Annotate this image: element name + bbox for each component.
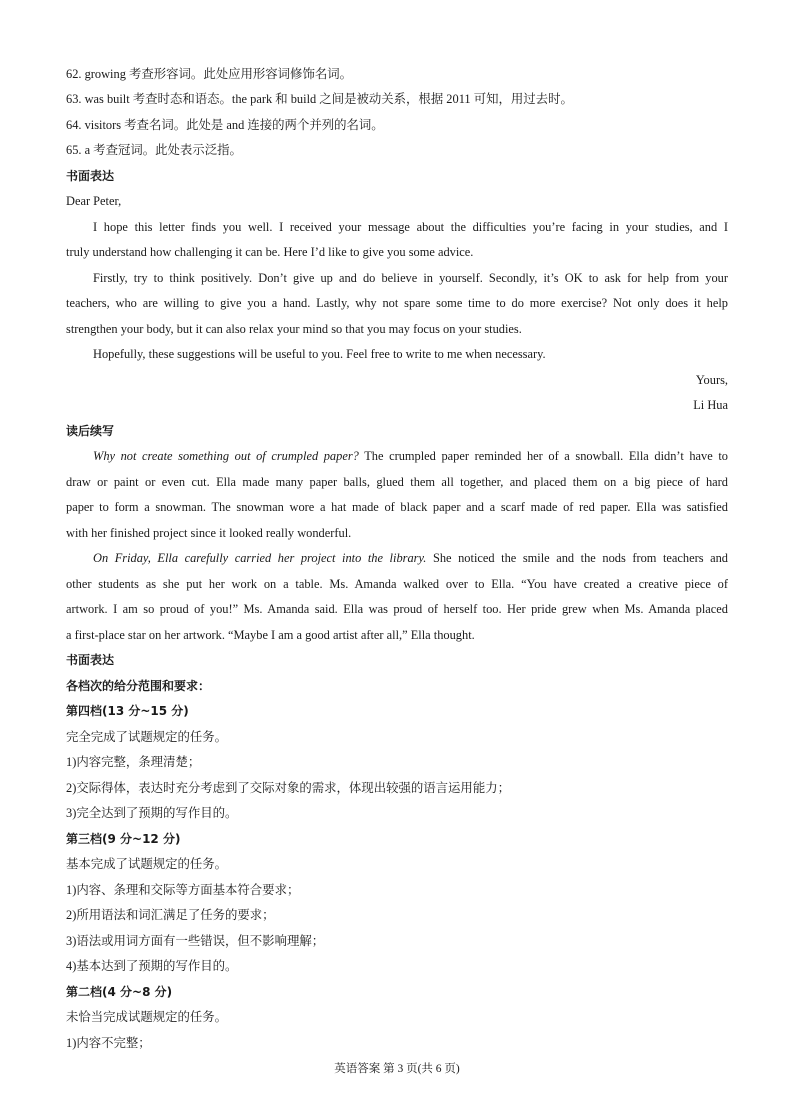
answer-62: 62. growing 考查形容词。此处应用形容词修饰名词。: [66, 67, 353, 81]
story-p2-opening: On Friday, Ella carefully carried her project into the library.: [93, 551, 427, 565]
answer-65: 65. a 考查冠词。此处表示泛指。: [66, 143, 242, 157]
story-p1-opening: Why not create something out of crumpled paper?: [93, 449, 359, 463]
story-p2-line1: [66, 550, 728, 566]
letter-salutation: Dear Peter,: [66, 194, 122, 208]
tier2-item: 1)内容不完整；: [66, 1036, 151, 1050]
letter-p3: Hopefully, these suggestions will be useful to you. Feel free to write to me when necessary.: [93, 347, 546, 361]
story-p1-line2: draw or paint or even cut. Ella made many paper balls, glued them all together, and placed them on a big piece of hard: [66, 475, 728, 489]
letter-p2-line2: teachers, who are willing to give you a hand. Lastly, why not spare some time to do more exercise? Not only does it help: [66, 296, 728, 310]
letter-p2-line1: Firstly, try to think positively. Don’t give up and do believe in yourself. Secondly, it’s OK to ask for help from your: [93, 271, 728, 285]
story-p1-line3: paper to form a snowman. The snowman wore a hat made of black paper and a scarf made of red paper. Ella was satisfied: [66, 500, 728, 514]
section-heading-continuation: 读后续写: [66, 424, 115, 438]
tier3-desc: 基本完成了试题规定的任务。: [66, 857, 228, 871]
story-p1-line4: with her finished project since it looked really wonderful.: [66, 526, 352, 540]
letter-signature: Li Hua: [693, 398, 728, 412]
tier3-item: 1)内容、条理和交际等方面基本符合要求；: [66, 883, 300, 897]
story-p2-line4: a first-place star on her artwork. “Maybe I am a good artist after all,” Ella thought.: [66, 628, 475, 642]
letter-p2-line3: strengthen your body, but it can also relax your mind so that you may focus on your studies.: [66, 322, 522, 336]
tier2-title: 第二档(4 分~8 分): [66, 985, 173, 999]
tier3-item: 2)所用语法和词汇满足了任务的要求；: [66, 908, 275, 922]
scoring-subheading: 各档次的给分范围和要求：: [66, 679, 211, 693]
section-heading-scoring: 书面表达: [66, 653, 115, 667]
tier3-title: 第三档(9 分~12 分): [66, 832, 181, 846]
tier4-item: 2)交际得体，表达时充分考虑到了交际对象的需求，体现出较强的语言运用能力；: [66, 781, 510, 795]
tier3-item: 4)基本达到了预期的写作目的。: [66, 959, 238, 973]
tier3-item: 3)语法或用词方面有一些错误，但不影响理解；: [66, 934, 325, 948]
tier4-item: 1)内容完整，条理清楚；: [66, 755, 201, 769]
letter-p1-line2: truly understand how challenging it can be. Here I’d like to give you some advice.: [66, 245, 474, 259]
answer-63: 63. was built 考查时态和语态。the park 和 build 之间是被动关系，根据 2011 可知，用过去时。: [66, 92, 573, 106]
tier2-desc: 未恰当完成试题规定的任务。: [66, 1010, 228, 1024]
tier4-item: 3)完全达到了预期的写作目的。: [66, 806, 238, 820]
tier4-desc: 完全完成了试题规定的任务。: [66, 730, 228, 744]
story-p1-line1: [66, 448, 728, 464]
letter-closing: Yours,: [695, 373, 728, 387]
page-footer: 英语答案 第 3 页(共 6 页): [334, 1063, 460, 1075]
story-p2-line3: artwork. I am so proud of you!” Ms. Amanda said. Ella was proud of herself too. Her pride grew when Ms. Amanda placed: [66, 602, 728, 616]
tier4-title: 第四档(13 分~15 分): [66, 704, 189, 718]
letter-p1-line1: I hope this letter finds you well. I received your message about the difficulties you’re facing in your studies, and I: [93, 220, 728, 234]
story-p1-line1-rest: The crumpled paper reminded her of a snowball. Ella didn’t have to: [358, 449, 728, 463]
story-p2-line1-rest: She noticed the smile and the nods from teachers and: [426, 551, 729, 565]
section-heading-writing: 书面表达: [66, 169, 115, 183]
answer-64: 64. visitors 考查名词。此处是 and 连接的两个并列的名词。: [66, 118, 384, 132]
story-p2-line2: other students as she put her work on a table. Ms. Amanda walked over to Ella. “You have created a creative piece of: [66, 577, 728, 591]
